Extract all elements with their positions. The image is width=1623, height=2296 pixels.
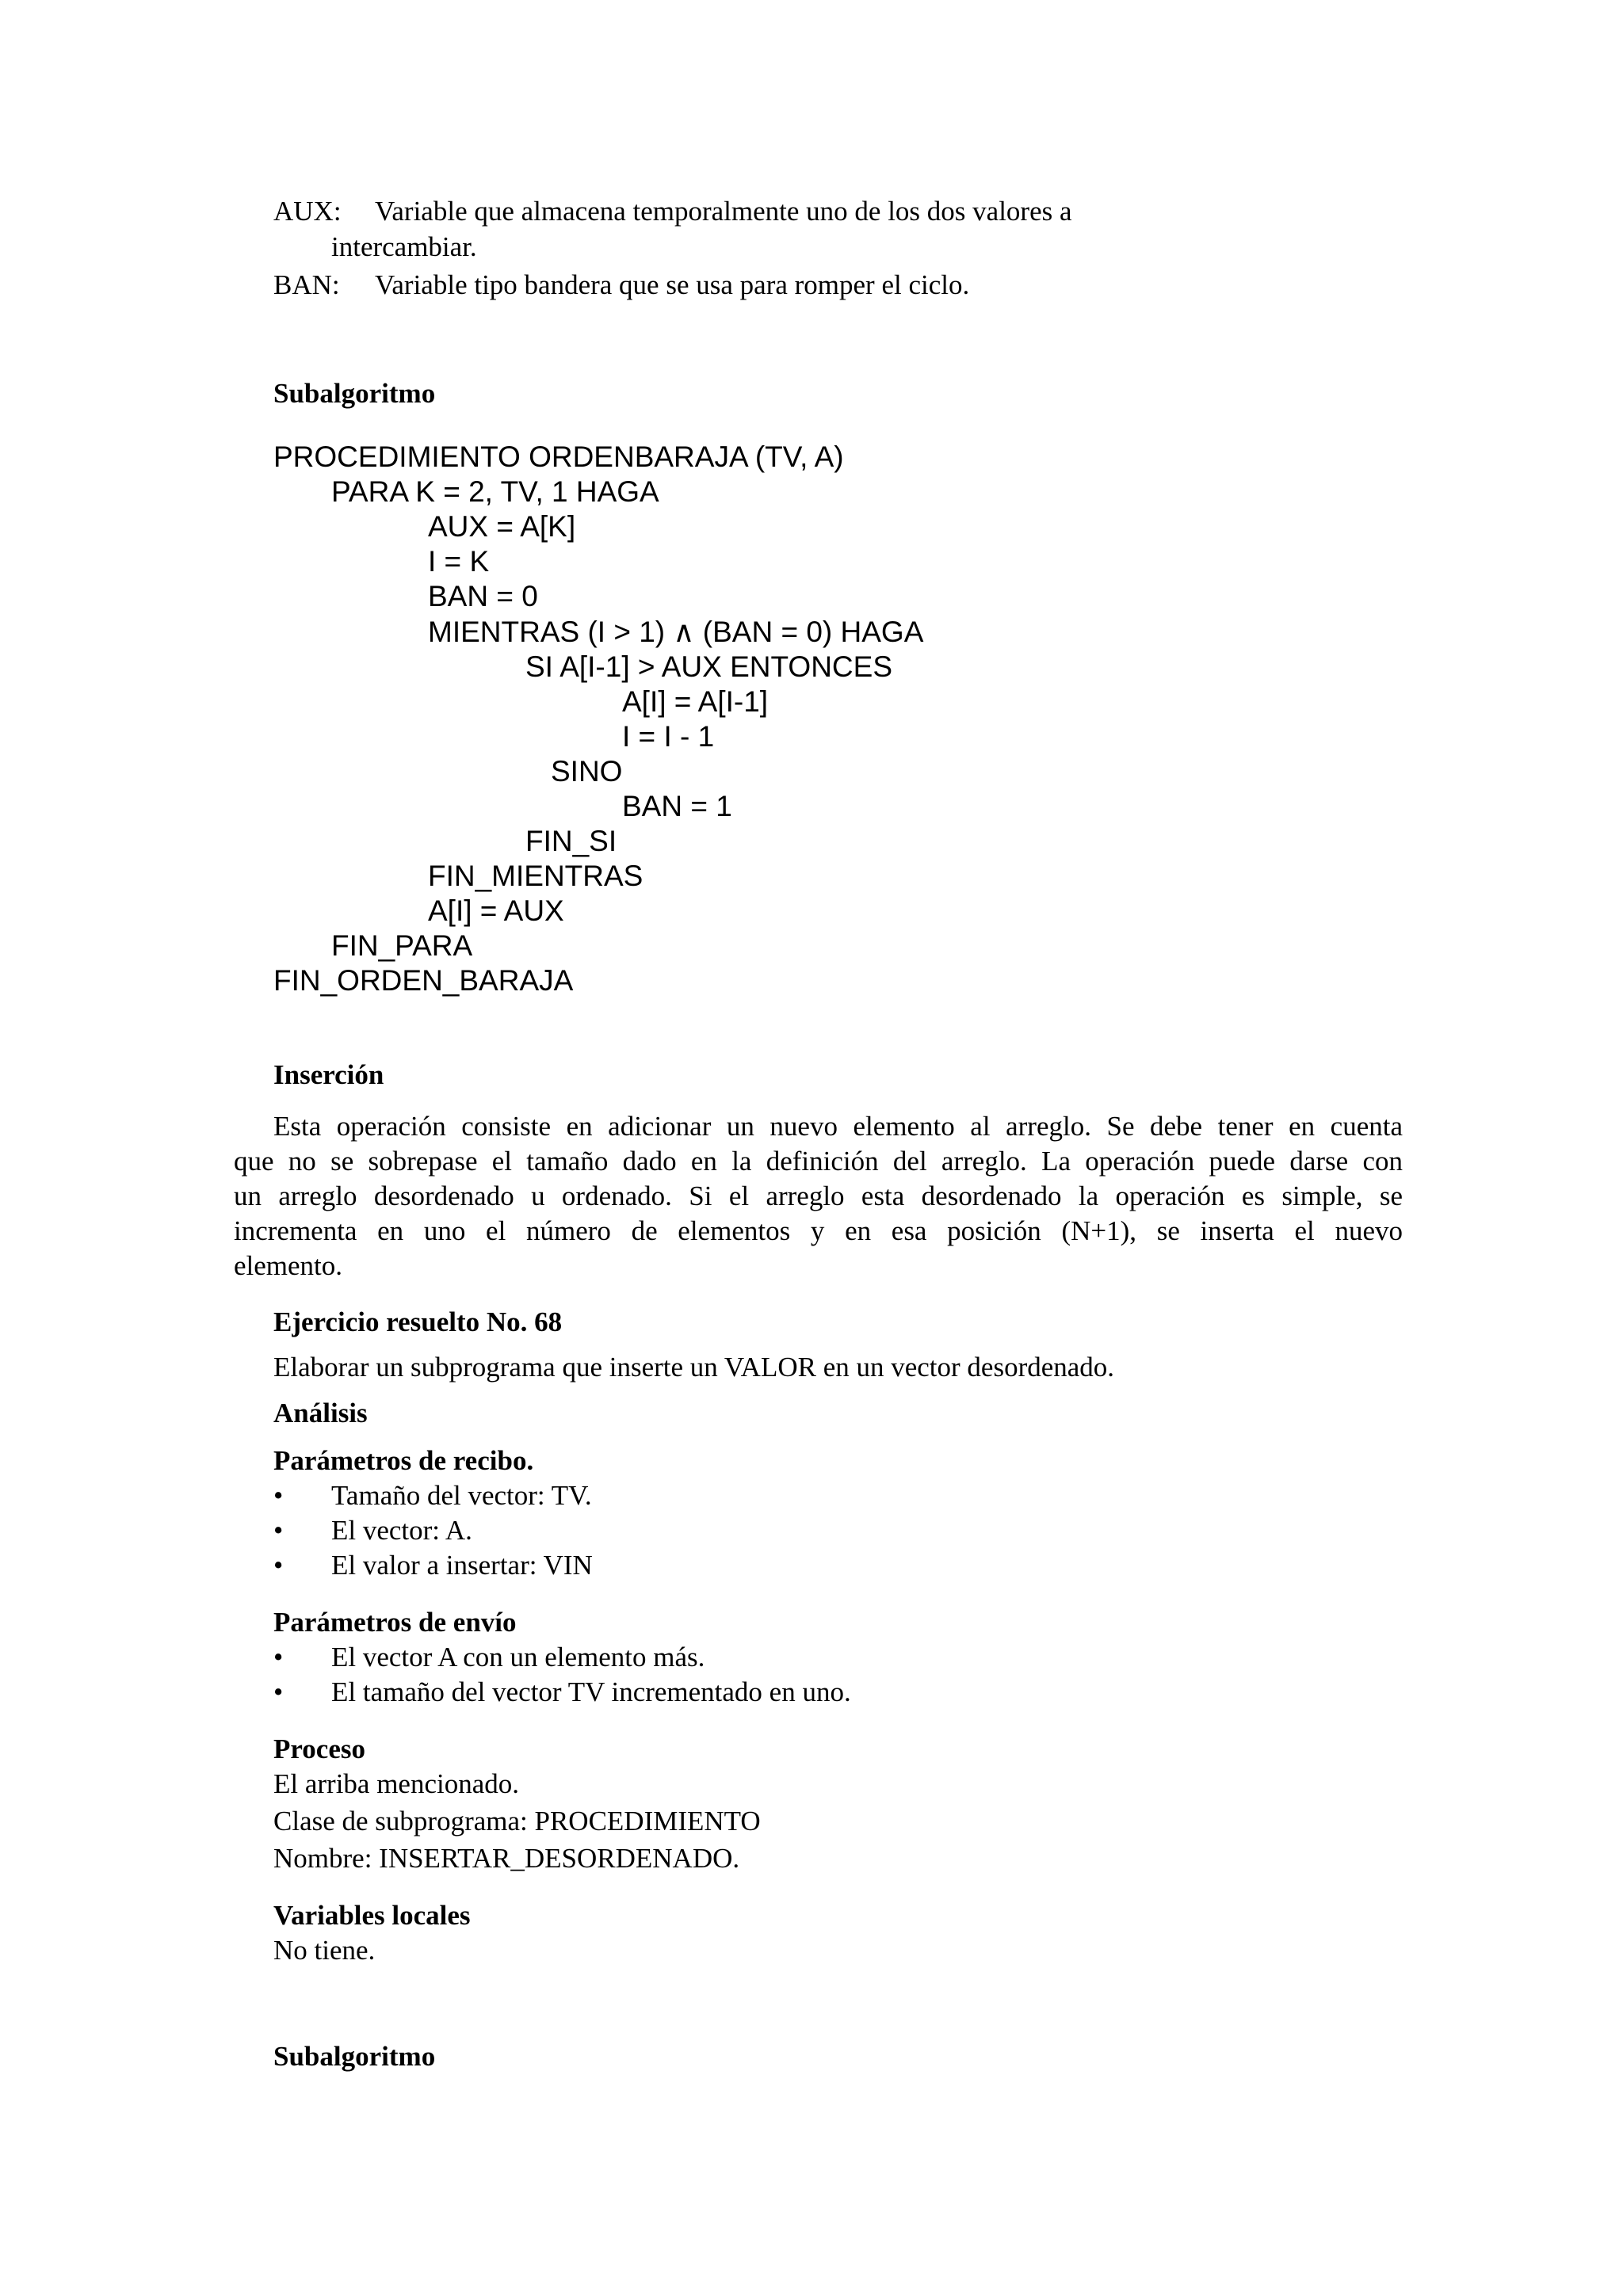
envio-item: El vector A con un elemento más.	[331, 1642, 705, 1672]
proceso-heading: Proceso	[273, 1733, 365, 1764]
insercion-paragraph-line: incrementa en uno el número de elementos y en esa posición (N+1), se inserta el nuevo	[234, 1215, 1403, 1246]
bullet-icon: •	[273, 1676, 284, 1707]
code-line: PROCEDIMIENTO ORDENBARAJA (TV, A)	[273, 441, 844, 473]
definition-text-ban: Variable tipo bandera que se usa para romper el ciclo.	[375, 269, 970, 300]
recibo-item: El valor a insertar: VIN	[331, 1550, 593, 1581]
code-line: I = K	[428, 545, 490, 578]
proceso-line: Clase de subprograma: PROCEDIMIENTO	[273, 1806, 761, 1836]
code-line: FIN_MIENTRAS	[428, 860, 643, 892]
code-line: PARA K = 2, TV, 1 HAGA	[331, 475, 659, 508]
insercion-heading: Inserción	[273, 1059, 384, 1090]
definition-term-aux: AUX:	[273, 196, 342, 227]
code-line: A[I] = AUX	[428, 894, 564, 927]
code-line: SINO	[551, 755, 623, 788]
code-line: FIN_ORDEN_BARAJA	[273, 964, 574, 997]
locales-text: No tiene.	[273, 1935, 376, 1966]
code-line: MIENTRAS (I > 1) ∧ (BAN = 0) HAGA	[428, 616, 924, 648]
insercion-paragraph-line: que no se sobrepase el tamaño dado en la definición del arreglo. La operación puede darse con	[234, 1146, 1403, 1177]
definition-text-aux-cont: intercambiar.	[331, 231, 477, 262]
subalgoritmo-heading: Subalgoritmo	[273, 378, 436, 409]
insercion-paragraph-line: Esta operación consiste en adicionar un nuevo elemento al arreglo. Se debe tener en cuenta	[273, 1111, 1403, 1142]
locales-heading: Variables locales	[273, 1900, 471, 1931]
ejercicio-title: Ejercicio resuelto No. 68	[273, 1306, 563, 1337]
insercion-paragraph-line: un arreglo desordenado u ordenado. Si el arreglo esta desordenado la operación es simple, se	[234, 1180, 1403, 1211]
subalgoritmo-heading-2: Subalgoritmo	[273, 2041, 436, 2072]
envio-item: El tamaño del vector TV incrementado en uno.	[331, 1676, 851, 1707]
code-line: FIN_PARA	[331, 929, 473, 962]
definition-text-aux: Variable que almacena temporalmente uno de los dos valores a	[375, 196, 1072, 227]
code-line: AUX = A[K]	[428, 510, 576, 543]
recibo-item: Tamaño del vector: TV.	[331, 1480, 592, 1511]
proceso-line: El arriba mencionado.	[273, 1768, 520, 1799]
insercion-paragraph-line: elemento.	[234, 1250, 343, 1281]
proceso-line: Nombre: INSERTAR_DESORDENADO.	[273, 1843, 740, 1874]
envio-heading: Parámetros de envío	[273, 1607, 517, 1638]
recibo-heading: Parámetros de recibo.	[273, 1445, 534, 1476]
code-line: SI A[I-1] > AUX ENTONCES	[525, 650, 893, 683]
bullet-icon: •	[273, 1550, 284, 1581]
bullet-icon: •	[273, 1515, 284, 1546]
analisis-heading: Análisis	[273, 1398, 368, 1428]
code-line: A[I] = A[I-1]	[622, 685, 769, 718]
ejercicio-statement: Elaborar un subprograma que inserte un VALOR en un vector desordenado.	[273, 1352, 1115, 1383]
code-line: I = I - 1	[622, 720, 715, 753]
definition-term-ban: BAN:	[273, 269, 340, 300]
bullet-icon: •	[273, 1642, 284, 1672]
code-line: BAN = 0	[428, 580, 538, 612]
code-line: FIN_SI	[525, 825, 617, 857]
bullet-icon: •	[273, 1480, 284, 1511]
recibo-item: El vector: A.	[331, 1515, 472, 1546]
code-line: BAN = 1	[622, 790, 732, 822]
